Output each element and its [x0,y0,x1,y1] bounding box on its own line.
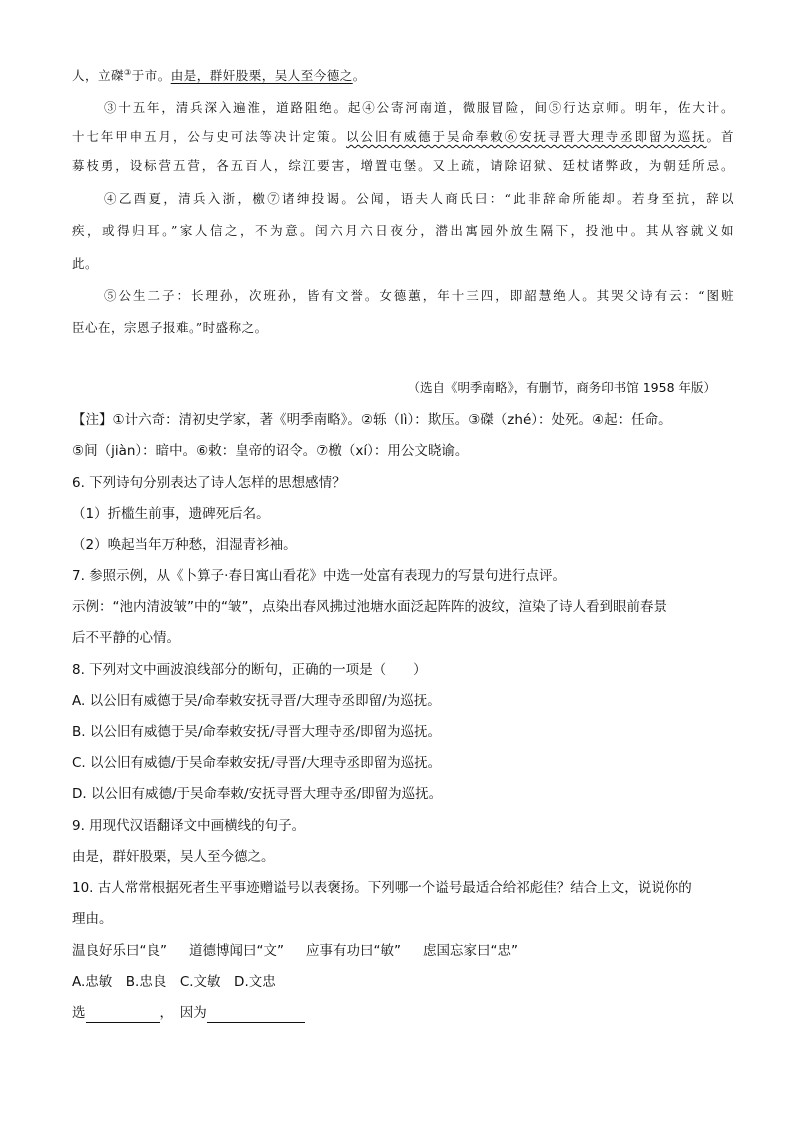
question-8-option-a: A. 以公旧有威德于吴/命奉敕安抚寻晋/大理寺丞即留/为巡抚。 [72,693,441,709]
question-9-stem: 9. 用现代汉语翻译文中画横线的句子。 [72,818,306,834]
passage-text: 人，立磔 [72,68,125,83]
passage-para-3-line-2 [72,127,734,147]
reason-blank[interactable] [207,1006,305,1023]
passage-para-5-line-2: 臣心在，宗恩子报难。”时盛称之。 [72,320,268,335]
question-6-item-1: （1）折槛生前事，遗碑死后名。 [72,506,270,522]
question-6-item-2: （2）唤起当年万种愁，泪湿青衫袖。 [72,537,297,553]
title-option: 温良好乐曰“良” [72,943,167,959]
question-7-stem: 7. 参照示例，从《卜算子·春日寓山看花》中选一处富有表现力的写景句进行点评。 [72,568,566,584]
question-7-example-line-1: 示例：“池内清波皱”中的“皱”，点染出春风拂过池塘水面泛起阵阵的波纹，渲染了诗人看到眼前春景 [72,599,667,615]
question-7-example-line-2: 后不平静的心情。 [72,630,180,646]
passage-text: 十七年甲申五月，公与史可法等决计定策。 [72,129,347,144]
footnote-marker: ③ [124,67,132,77]
passage-para-4-line-3: 此。 [72,256,99,271]
passage-text: 于市。 [131,68,171,83]
underlined-sentence: 由是，群奸股栗，吴人至今德之 [170,68,353,83]
passage-line-1 [72,66,734,86]
question-6-stem: 6. 下列诗句分别表达了诗人怎样的思想感情？ [72,475,346,491]
question-8-option-c: C. 以公旧有威德/于吴命奉敕安抚/寻晋/大理寺丞即留为巡抚。 [72,755,442,771]
passage-para-5-line-1: ⑤公生二子：长理孙，次班孙，皆有文誉。女德蕙，年十三四，即韶慧绝人。其哭父诗有云：“图赃 [104,288,734,303]
question-8-stem: 8. 下列对文中画波浪线部分的断句，正确的一项是（ ） [72,662,427,678]
answer-prompt: 选 [72,1005,86,1021]
passage-para-4-line-1: ④乙酉夏，清兵入浙，檄⑦诸绅投谒。公闻，语夫人商氏曰：“此非辞命所能却。若身至抗，辞以 [104,191,734,206]
passage-text: 。 [352,68,366,83]
question-9-sentence: 由是，群奸股栗，吴人至今德之。 [72,849,275,865]
question-8-option-b: B. 以公旧有威德于吴/命奉敕安抚/寻晋大理寺丞/即留为巡抚。 [72,724,441,740]
question-10-choices: A.忠敏 B.忠良 C.文敏 D.文忠 [72,974,276,990]
title-option: 道德博闻曰“文” [189,943,284,959]
answer-prompt: ， 因为 [159,1005,207,1021]
question-10-posthumous-titles [72,941,734,961]
choice-blank[interactable] [86,1006,160,1023]
question-8-option-d: D. 以公旧有威德/于吴命奉敕/安抚寻晋大理寺丞/即留为巡抚。 [72,786,443,802]
notes-line-2: ⑤间（jiàn）：暗中。⑥敕：皇帝的诏令。⑦檄（xí）：用公文晓谕。 [72,443,469,459]
notes-line-1: 【注】①计六奇：清初史学家，著《明季南略》。②轹（lì）：欺压。③磔（zhé）：处死。④起：任命。 [72,412,672,428]
title-option: 应事有功曰“敏” [306,943,401,959]
passage-para-3-line-1: ③十五年，清兵深入遍淮，道路阻绝。起④公寄河南道，微服冒险，间⑤行达京师。明年，佐大计。 [104,100,734,115]
question-10-stem-line-1: 10. 古人常常根据死者生平事迹赠谥号以表褒扬。下列哪一个谥号最适合给祁彪佳？结合上文，说说你的 [72,880,692,896]
wavy-underlined-sentence: 以公旧有威德于吴命奉敕⑥安抚寻晋大理寺丞即留为巡抚 [346,129,707,144]
question-10-answer-line [72,1003,734,1023]
passage-para-3-line-3: 募枝勇，设标营五营，各五百人，综江要害，增置屯堡。又上疏，请除诏狱、廷杖诸弊政，为朝廷所忌。 [72,158,734,173]
passage-para-4-line-2: 疾，或得归耳。”家人信之，不为意。闰六月六日夜分，潜出寓园外放生隔下，投池中。其从容就义如 [72,223,734,238]
question-10-stem-line-2: 理由。 [72,911,113,927]
source-citation: （选自《明季南略》，有删节，商务印书馆 1958 年版） [407,380,716,395]
title-option: 虑国忘家曰“忠” [423,943,518,959]
passage-text: 。首 [706,129,734,144]
